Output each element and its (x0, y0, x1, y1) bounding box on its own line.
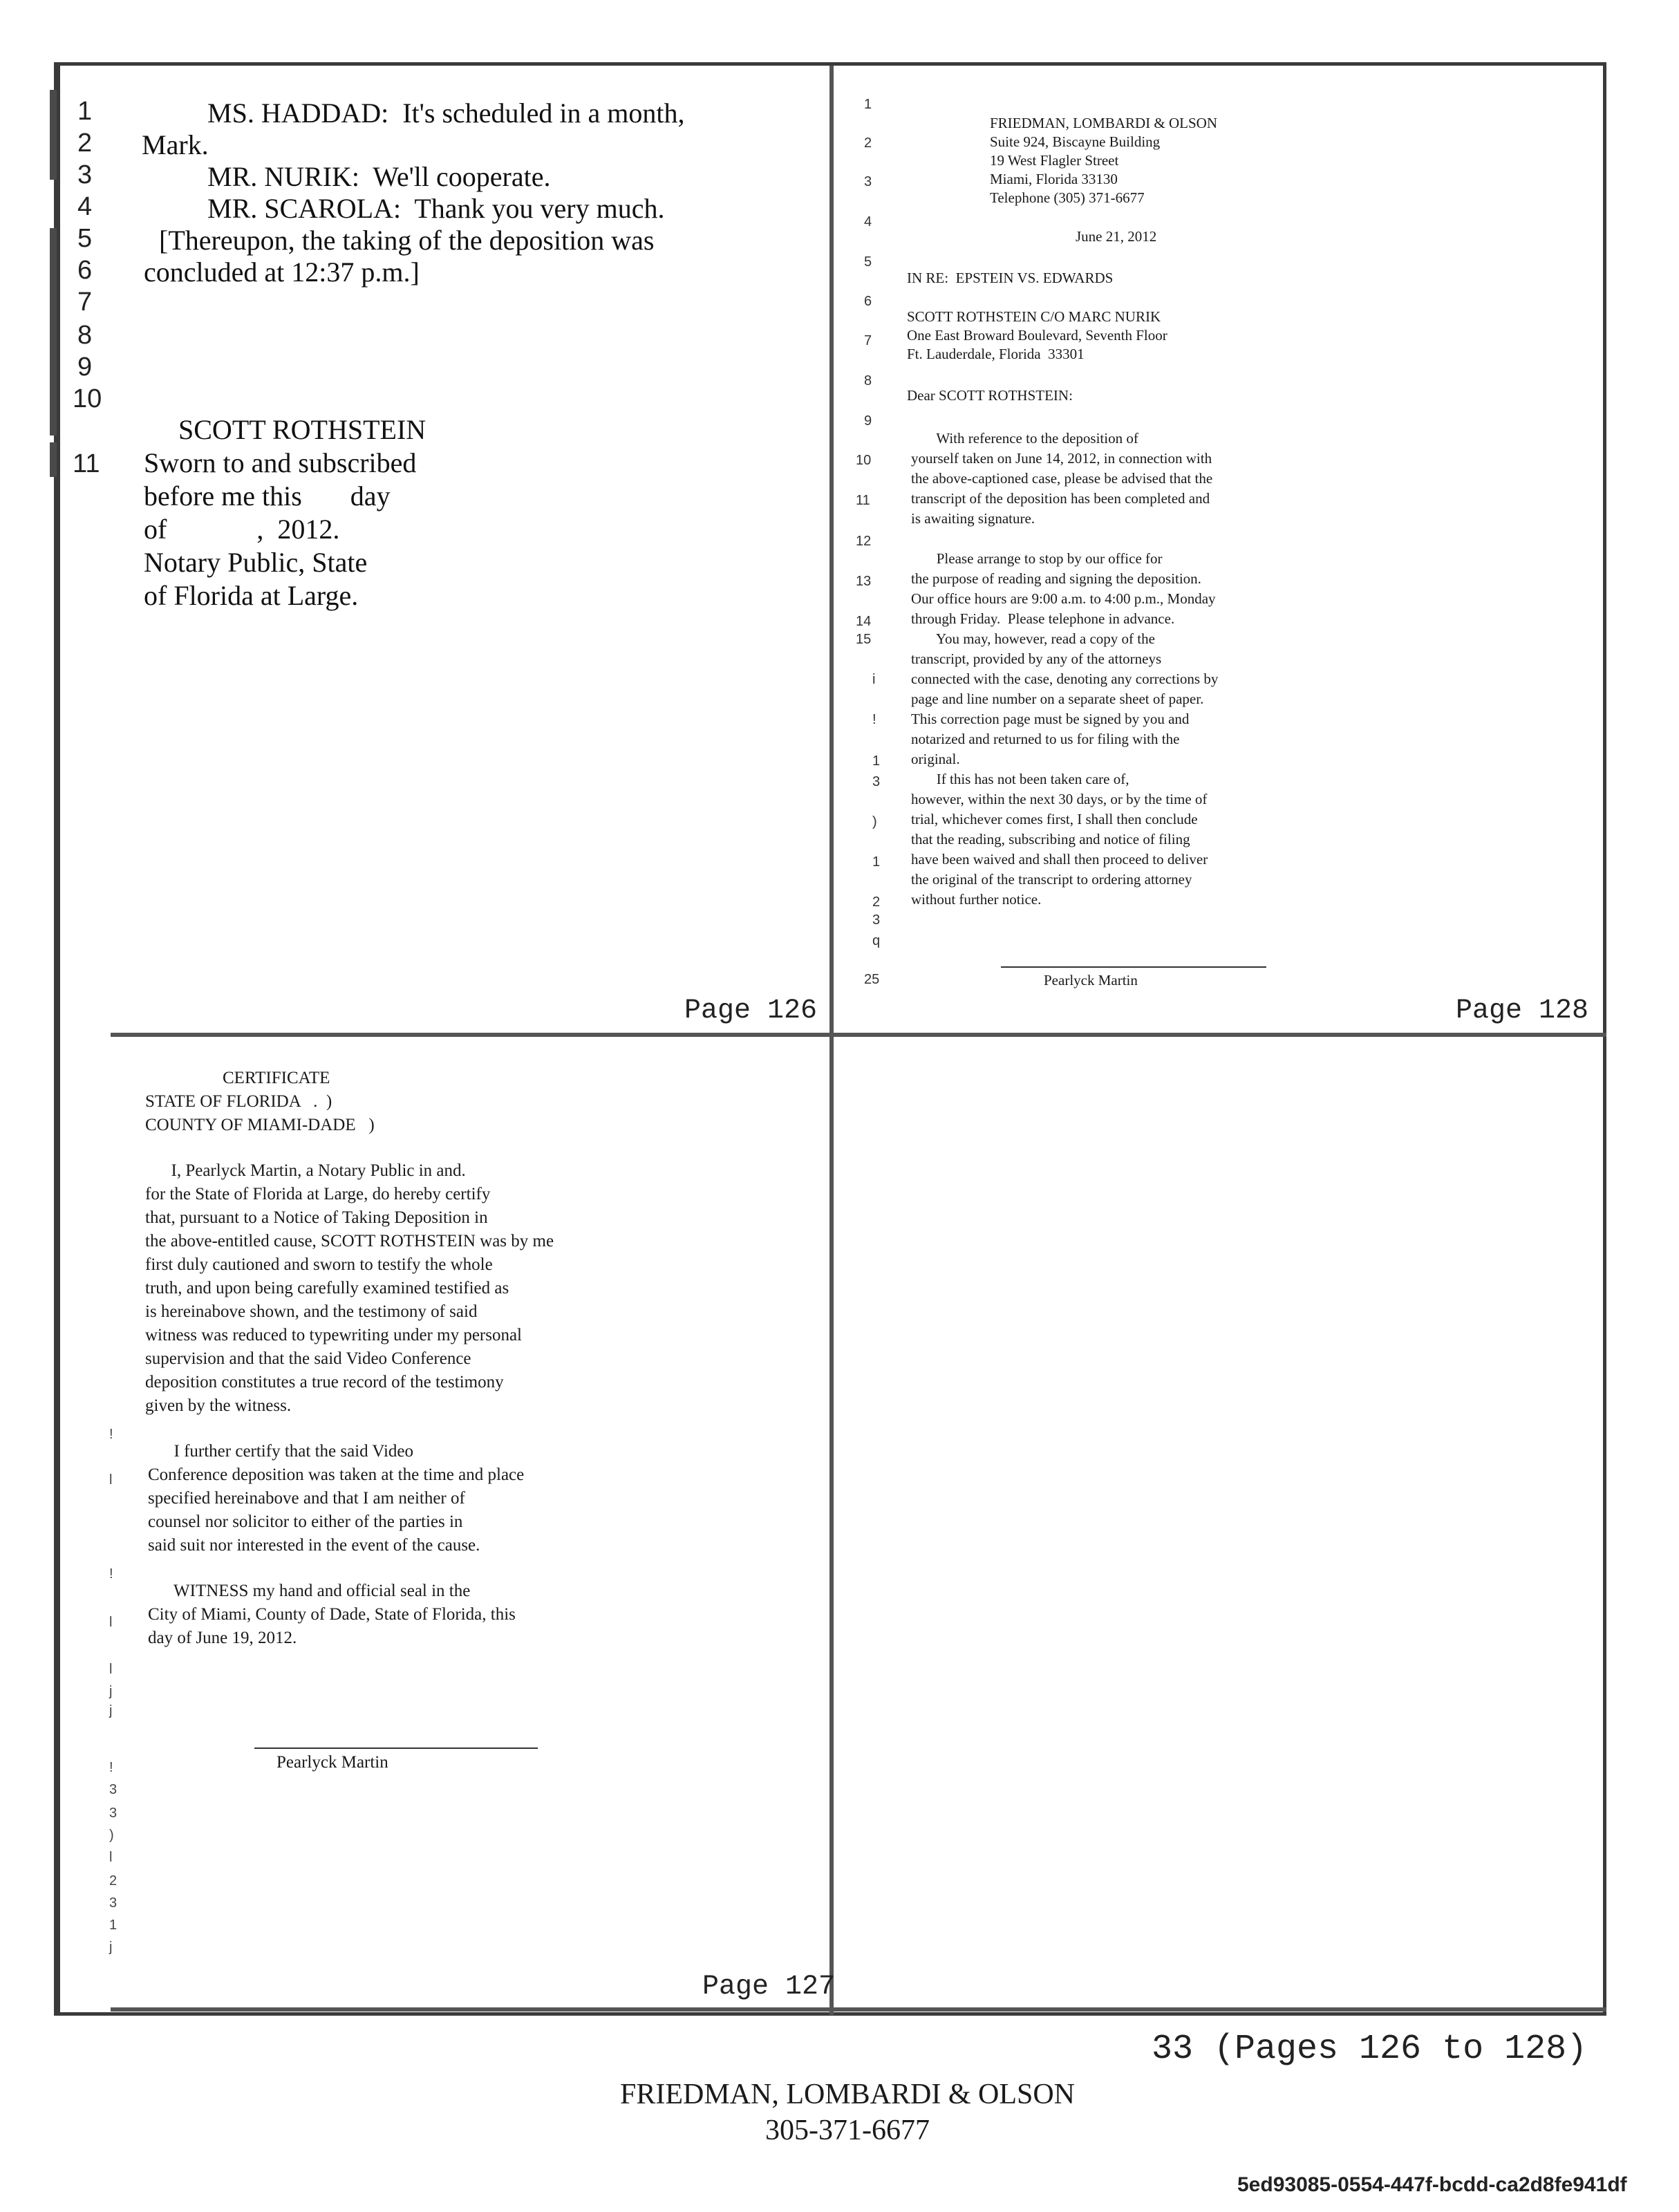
transcript-line: [Thereupon, the taking of the deposition was (159, 225, 655, 256)
line-mark: ) (872, 814, 877, 830)
transcript-line: concluded at 12:37 p.m.] (144, 256, 420, 288)
line-number: 5 (864, 254, 872, 270)
margin-mark: ! (109, 1760, 113, 1775)
margin-mark: l (109, 1615, 113, 1630)
margin-mark: j (109, 1684, 113, 1699)
transcript-line: MR. SCAROLA: Thank you very much. (207, 193, 665, 224)
letter-body-line: through Friday. Please telephone in advance. (911, 610, 1175, 627)
letter-body-line: without further notice. (911, 891, 1042, 908)
margin-mark: 3 (109, 1895, 118, 1911)
line-number: 10 (73, 384, 102, 413)
certificate-signer: Pearlyck Martin (276, 1753, 388, 1772)
page-label-128: Page 128 (1456, 995, 1589, 1027)
signature-line (1001, 966, 1266, 968)
margin-mark: 2 (109, 1873, 118, 1888)
margin-mark: l (109, 1662, 113, 1677)
letter-body-line: original. (911, 751, 960, 767)
line-mark: 3 (872, 774, 881, 789)
line-number: 8 (77, 321, 93, 350)
line-mark: ! (872, 712, 876, 727)
letter-body-line: the above-captioned case, please be advised that the (911, 470, 1213, 487)
certificate-line: I, Pearlyck Martin, a Notary Public in and. (145, 1161, 466, 1180)
letter-body-line: page and line number on a separate sheet of paper. (911, 691, 1204, 707)
line-number: 5 (77, 224, 93, 253)
line-number: 1 (864, 97, 872, 112)
line-number: 9 (864, 413, 872, 429)
line-number: 1 (77, 97, 93, 126)
line-number: 6 (864, 294, 872, 309)
margin-mark: ) (109, 1828, 114, 1843)
jurat-line: before me this day (144, 480, 391, 512)
bottom-rule (111, 2007, 1606, 2012)
margin-mark: ! (109, 1566, 113, 1582)
letter-body-line: that the reading, subscribing and notice of filing (911, 831, 1190, 847)
line-number: 6 (77, 256, 93, 285)
certificate-line: I further certify that the said Video (148, 1442, 414, 1461)
jurat-line: of , 2012. (144, 514, 340, 545)
line-mark: 2 (872, 894, 881, 910)
letter-body-line: however, within the next 30 days, or by the time of (911, 791, 1208, 807)
deponent-name: SCOTT ROTHSTEIN (178, 414, 426, 445)
certificate-line: that, pursuant to a Notice of Taking Deposition in (145, 1208, 488, 1227)
letter-in-re: IN RE: EPSTEIN VS. EDWARDS (907, 270, 1114, 286)
certificate-line: first duly cautioned and sworn to testify the whole (145, 1255, 493, 1274)
letter-body-line: the original of the transcript to ordering attorney (911, 871, 1192, 888)
vertical-divider (829, 66, 834, 2015)
transcript-line: MR. NURIK: We'll cooperate. (207, 161, 551, 192)
line-number: 4 (864, 214, 872, 229)
certificate-line: for the State of Florida at Large, do hereby certify (145, 1185, 491, 1203)
footer-phone: 305-371-6677 (765, 2115, 930, 2146)
line-number: 2 (864, 135, 872, 151)
line-mark: 1 (872, 854, 881, 870)
horizontal-divider (111, 1033, 1606, 1037)
line-number: 10 (856, 453, 872, 468)
document-id: 5ed93085-0554-447f-bcdd-ca2d8fe941df (1237, 2173, 1627, 2196)
page-label-127: Page 127 (702, 1971, 836, 2003)
letter-body-line: transcript, provided by any of the attorneys (911, 650, 1162, 667)
margin-mark: l (109, 1850, 113, 1865)
line-number: 8 (864, 373, 872, 388)
certificate-line: witness was reduced to typewriting under my personal (145, 1326, 523, 1344)
scan-artifact (50, 228, 57, 435)
line-number: 3 (77, 160, 93, 189)
letter-body-line: connected with the case, denoting any corrections by (911, 671, 1219, 687)
line-mark: 1 (872, 753, 881, 769)
certificate-heading: CERTIFICATE (223, 1069, 330, 1087)
jurat-line: Sworn to and subscribed (144, 447, 417, 478)
line-number: 9 (77, 353, 93, 382)
letter-body-line: is awaiting signature. (911, 510, 1035, 527)
letter-body-line: the purpose of reading and signing the deposition. (911, 570, 1201, 587)
certificate-line: supervision and that the said Video Conference (145, 1349, 471, 1368)
line-mark: 3 (872, 912, 881, 928)
page-label-126: Page 126 (684, 995, 818, 1027)
addressee-line: SCOTT ROTHSTEIN C/O MARC NURIK (907, 308, 1161, 325)
line-number: 7 (77, 288, 93, 317)
certificate-line: given by the witness. (145, 1396, 292, 1415)
certificate-line: deposition constitutes a true record of the testimony (145, 1373, 504, 1391)
certificate-line: said suit nor interested in the event of the cause. (148, 1536, 480, 1555)
line-number: 2 (77, 129, 93, 158)
line-number: 4 (77, 192, 93, 221)
letter-body-line: yourself taken on June 14, 2012, in connection with (911, 450, 1212, 467)
margin-mark: 3 (109, 1782, 118, 1797)
line-mark: i (872, 672, 876, 687)
certificate-line: Conference deposition was taken at the time and place (148, 1465, 525, 1484)
margin-mark: j (109, 1703, 113, 1718)
margin-mark: j (109, 1940, 113, 1955)
line-number: 14 (856, 614, 872, 629)
certificate-line: is hereinabove shown, and the testimony of said (145, 1302, 478, 1321)
letterhead-line: Miami, Florida 33130 (990, 171, 1118, 187)
letter-body-line: With reference to the deposition of (911, 430, 1138, 447)
certificate-venue: STATE OF FLORIDA . ) (145, 1092, 332, 1111)
addressee-line: One East Broward Boulevard, Seventh Floor (907, 327, 1167, 344)
certificate-line: counsel nor solicitor to either of the parties in (148, 1512, 463, 1531)
letterhead-line: 19 West Flagler Street (990, 152, 1119, 169)
certificate-line: the above-entitled cause, SCOTT ROTHSTEIN was by me (145, 1232, 554, 1250)
letter-body-line: If this has not been taken care of, (911, 771, 1129, 787)
scan-artifact (50, 90, 57, 180)
footer-firm: FRIEDMAN, LOMBARDI & OLSON (619, 2079, 1076, 2110)
line-number: 13 (856, 574, 872, 589)
signature-line (254, 1747, 538, 1749)
transcript-line: MS. HADDAD: It's scheduled in a month, (207, 97, 685, 129)
margin-mark: 3 (109, 1806, 118, 1821)
line-number: 12 (856, 534, 872, 549)
letterhead-firm: FRIEDMAN, LOMBARDI & OLSON (990, 115, 1218, 131)
scan-artifact (50, 442, 57, 477)
margin-mark: 1 (109, 1918, 118, 1933)
letterhead-phone: Telephone (305) 371-6677 (990, 189, 1145, 206)
salutation: Dear SCOTT ROTHSTEIN: (907, 387, 1073, 404)
letter-signer: Pearlyck Martin (1044, 972, 1138, 988)
line-number: 3 (864, 174, 872, 189)
margin-mark: l (109, 1472, 113, 1488)
letter-body-line: This correction page must be signed by you and (911, 711, 1190, 727)
line-number: 11 (856, 493, 870, 508)
transcript-line: Mark. (142, 129, 209, 160)
letter-body-line: Our office hours are 9:00 a.m. to 4:00 p.m., Monday (911, 590, 1216, 607)
certificate-line: City of Miami, County of Dade, State of Florida, this (148, 1605, 516, 1624)
letter-date: June 21, 2012 (1076, 228, 1157, 245)
addressee-line: Ft. Lauderdale, Florida 33301 (907, 346, 1085, 362)
letter-body-line: notarized and returned to us for filing with the (911, 731, 1180, 747)
certificate-line: day of June 19, 2012. (148, 1629, 297, 1647)
line-number: 15 (856, 632, 872, 647)
jurat-line: of Florida at Large. (144, 580, 359, 611)
letter-body-line: You may, however, read a copy of the (911, 630, 1155, 647)
jurat-line: Notary Public, State (144, 547, 368, 578)
letter-body-line: Please arrange to stop by our office for (911, 550, 1163, 567)
line-number: 11 (73, 449, 100, 478)
letterhead-line: Suite 924, Biscayne Building (990, 133, 1161, 150)
margin-mark: ! (109, 1427, 113, 1442)
letter-body-line: transcript of the deposition has been completed and (911, 490, 1210, 507)
line-number: 25 (864, 972, 880, 987)
letter-body-line: have been waived and shall then proceed to deliver (911, 851, 1208, 868)
certificate-line: specified hereinabove and that I am neither of (148, 1489, 465, 1508)
letter-body-line: trial, whichever comes first, I shall then conclude (911, 811, 1198, 827)
certificate-line: WITNESS my hand and official seal in the (148, 1582, 471, 1600)
certificate-line: truth, and upon being carefully examined testified as (145, 1279, 509, 1297)
pages-range: 33 (Pages 126 to 128) (1152, 2030, 1588, 2069)
line-mark: q (872, 933, 881, 948)
line-number: 7 (864, 333, 872, 348)
certificate-venue: COUNTY OF MIAMI-DADE ) (145, 1116, 375, 1134)
